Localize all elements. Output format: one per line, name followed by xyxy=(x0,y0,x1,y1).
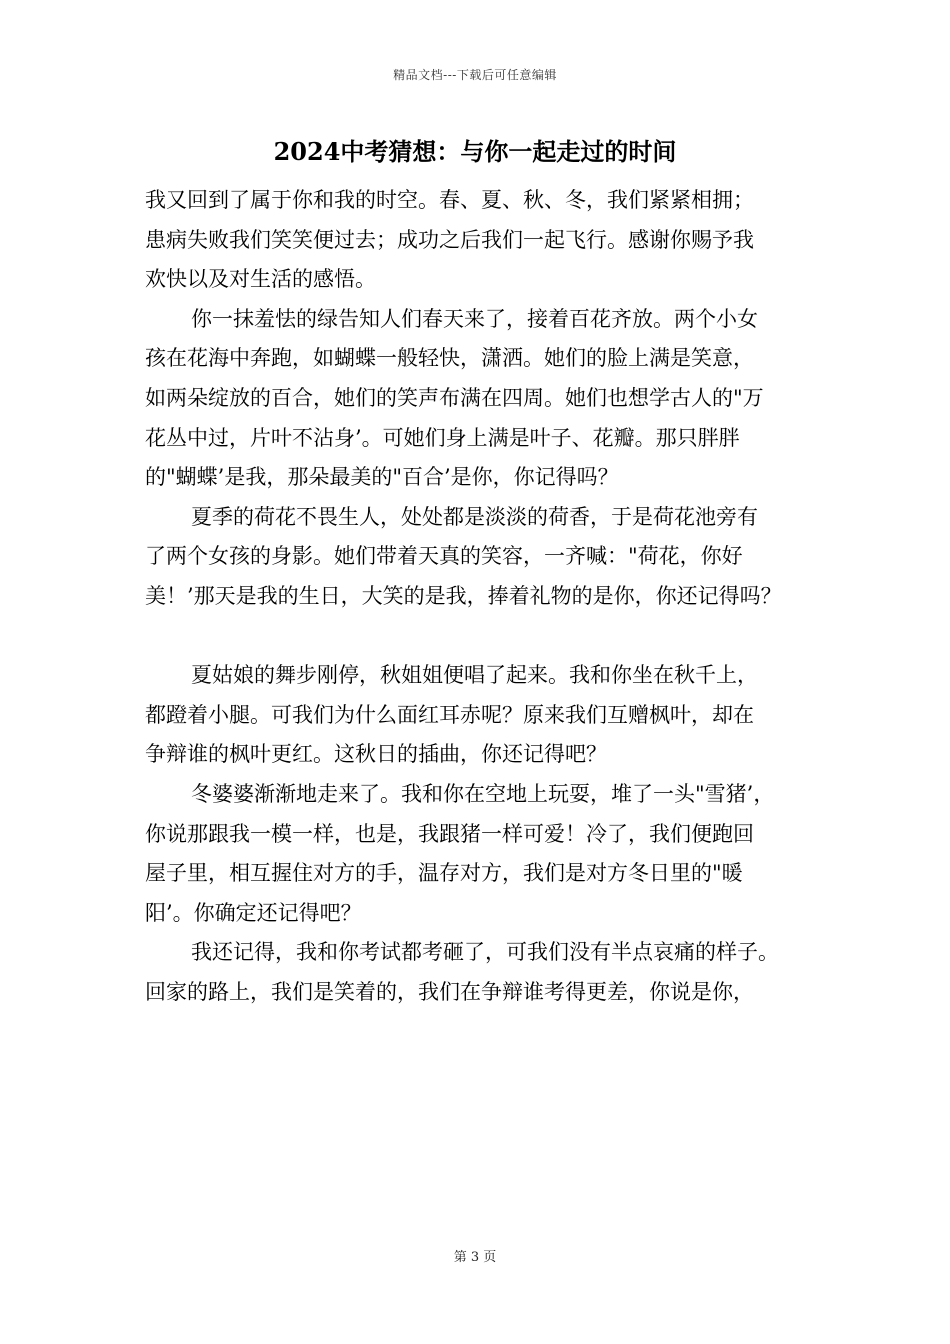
paragraph-line: 争辩谁的枫叶更红。这秋日的插曲，你还记得吧？ xyxy=(145,742,607,767)
paragraph-2 xyxy=(145,300,825,498)
paragraph-line: 阳’。你确定还记得吧？ xyxy=(145,900,362,925)
paragraph-line: 患病失败我们笑笑便过去；成功之后我们一起飞行。感谢你赐予我 xyxy=(145,227,754,252)
document-body xyxy=(145,181,825,1012)
paragraph-line: 回家的路上，我们是笑着的，我们在争辩谁考得更差，你说是你， xyxy=(145,979,754,1004)
paragraph-line: 了两个女孩的身影。她们带着天真的笑容，一齐喊："荷花，你好 xyxy=(145,544,743,569)
paragraph-line: 的"蝴蝶’是我，那朵最美的"百合’是你，你记得吗？ xyxy=(145,465,619,490)
paragraph-line: 我又回到了属于你和我的时空。春、夏、秋、冬，我们紧紧相拥； xyxy=(145,188,754,212)
document-title: 2024中考猜想：与你一起走过的时间 xyxy=(273,137,677,166)
page-header: 精品文档---下载后可任意编辑 xyxy=(393,68,557,82)
paragraph-5 xyxy=(145,775,825,933)
paragraph-line: 你说那跟我一模一样，也是，我跟猪一样可爱！冷了，我们便跑回 xyxy=(145,821,754,846)
paragraph-1 xyxy=(145,181,825,300)
paragraph-line: 欢快以及对生活的感悟。 xyxy=(145,267,376,292)
paragraph-line: 夏季的荷花不畏生人，处处都是淡淡的荷香，于是荷花池旁有 xyxy=(191,504,758,529)
paragraph-line: 美！’那天是我的生日，大笑的是我，捧着礼物的是你，你还记得吗？ xyxy=(145,583,782,608)
paragraph-line: 花丛中过，片叶不沾身’。可她们身上满是叶子、花瓣。那只胖胖 xyxy=(145,425,740,450)
paragraph-line: 都蹬着小腿。可我们为什么面红耳赤呢？原来我们互赠枫叶，却在 xyxy=(145,702,754,727)
paragraph-line: 屋子里，相互握住对方的手，温存对方，我们是对方冬日里的"暖 xyxy=(145,861,743,886)
paragraph-3 xyxy=(145,498,825,617)
paragraph-line: 如两朵绽放的百合，她们的笑声布满在四周。她们也想学古人的"万 xyxy=(145,385,764,410)
paragraph-line: 冬婆婆渐渐地走来了。我和你在空地上玩耍，堆了一头"雪猪’， xyxy=(191,781,775,806)
paragraph-line: 你一抹羞怯的绿告知人们春天来了，接着百花齐放。两个小女 xyxy=(191,306,758,331)
paragraph-line: 我还记得，我和你考试都考砸了，可我们没有半点哀痛的样子。 xyxy=(191,940,779,965)
paragraph-4 xyxy=(145,656,825,775)
paragraph-line: 夏姑娘的舞步刚停，秋姐姐便唱了起来。我和你坐在秋千上， xyxy=(191,663,758,688)
paragraph-line: 孩在花海中奔跑，如蝴蝶一般轻快，潇洒。她们的脸上满是笑意， xyxy=(145,346,754,371)
paragraph-6 xyxy=(145,933,825,1012)
page-number: 第 3 页 xyxy=(453,1250,497,1265)
